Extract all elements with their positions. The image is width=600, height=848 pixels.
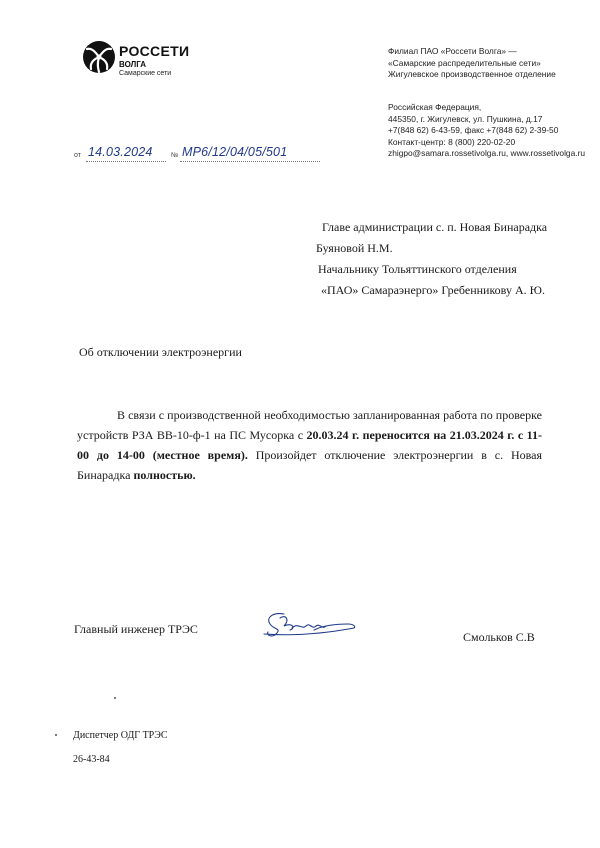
contact-line: Контакт-центр: 8 (800) 220-02-20: [388, 136, 516, 147]
brand-region: ВОЛГА: [119, 60, 147, 69]
number-label: №: [171, 152, 179, 159]
date-underline: [86, 161, 166, 162]
body-paragraph: [77, 405, 542, 485]
body-text: Произойдет отключение электроэнергии в с. Новая Бинарадка: [77, 448, 542, 482]
signature-icon: [262, 608, 358, 642]
contact-line: +7(848 62) 6-43-59, факс +7(848 62) 2-39-50: [388, 125, 559, 135]
handwritten-date: 14.03.2024: [88, 145, 153, 159]
sender-organization: [388, 46, 556, 81]
brand-name: РОССЕТИ: [119, 43, 190, 59]
signatory-name: Смольков С.В: [463, 630, 535, 644]
dispatcher-phone: 26-43-84: [73, 754, 110, 765]
number-underline: [180, 161, 320, 162]
addressee-line: Начальнику Тольяттинского отделения: [318, 262, 517, 276]
sender-line: «Самарские распределительные сети»: [388, 57, 541, 68]
contact-line: 445350, г. Жигулевск, ул. Пушкина, д.17: [388, 113, 543, 124]
date-label: от: [74, 152, 81, 159]
body-text: В связи с производственной необходимостью запланированная работа по проверке устройств РЗА ВВ-10-ф-1 на ПС Мусорка с: [77, 408, 542, 442]
handwritten-number: МР6/12/04/05/501: [182, 145, 288, 159]
rosseti-logo-icon: [82, 40, 116, 74]
scan-speck: [55, 734, 57, 736]
contact-line: zhigpo@samara.rossetivolga.ru, www.rossetivolga.ru: [388, 148, 586, 158]
letter-body: [77, 405, 542, 485]
dispatcher-department: Диспетчер ОДГ ТРЭС: [73, 730, 168, 741]
sender-line: Филиал ПАО «Россети Волга» —: [388, 46, 517, 56]
body-bold-dates: 20.03.24 г. переносится на 21.03.2024 г. с 11-00 до 14-00 (местное время).: [77, 428, 542, 462]
reference-line: [74, 143, 344, 165]
letter-subject: Об отключении электроэнергии: [79, 345, 242, 359]
signatory-position: Главный инженер ТРЭС: [74, 622, 198, 636]
sender-contacts: [388, 102, 585, 160]
addressee-line: «ПАО» Самараэнерго» Гребенникову А. Ю.: [321, 283, 545, 297]
body-bold-extent: полностью.: [133, 468, 196, 482]
sender-line: Жигулевское производственное отделение: [388, 69, 556, 79]
addressee-line: Буяновой Н.М.: [316, 241, 393, 255]
brand-subsidiary: Самарские сети: [119, 70, 172, 77]
addressee-line: Главе администрации с. п. Новая Бинарадка: [322, 220, 548, 234]
company-logo: [82, 40, 202, 84]
contact-line: Российская Федерация,: [388, 102, 482, 112]
scan-speck: [114, 697, 116, 699]
